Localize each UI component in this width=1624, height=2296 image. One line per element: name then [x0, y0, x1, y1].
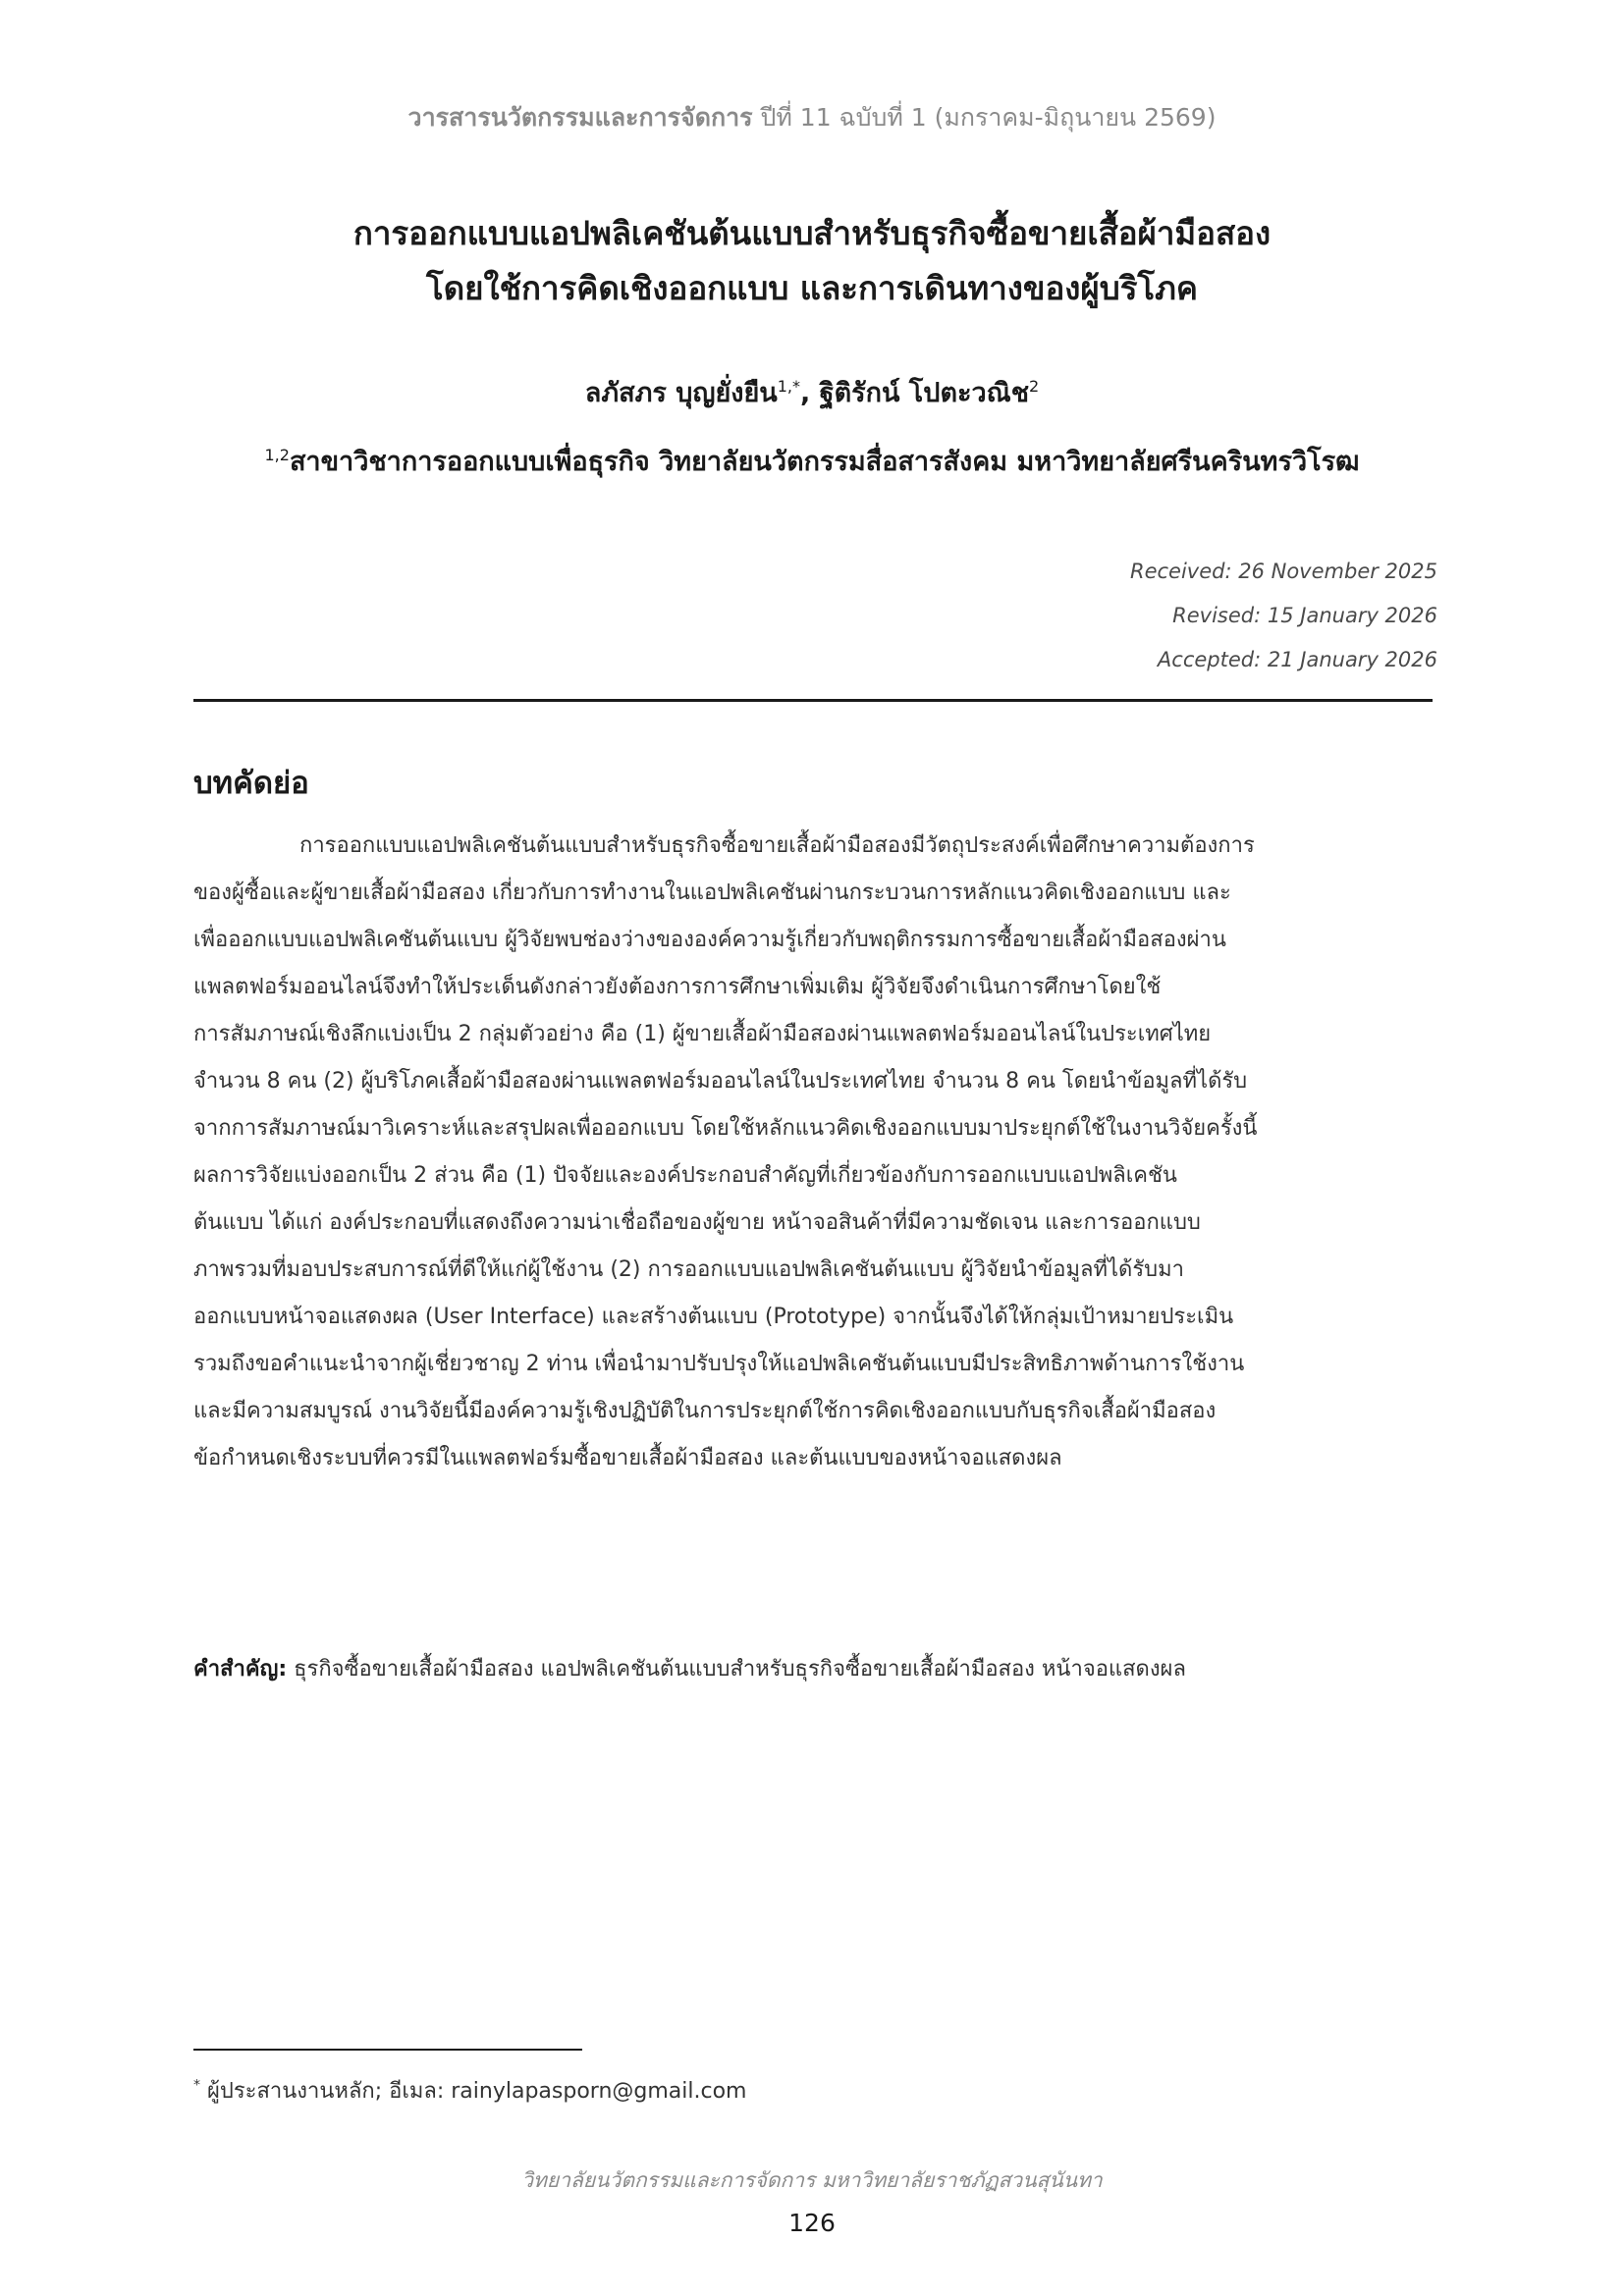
footnote-divider — [193, 2049, 582, 2051]
running-footer: วิทยาลัยนวัตกรรมและการจัดการ มหาวิทยาลัยราชภัฏสวนสุนันทา — [521, 2168, 1103, 2192]
abstract-line: และมีความสมบูรณ์ งานวิจัยนี้มีองค์ความรู้เชิงปฏิบัติในการประยุกต์ใช้การคิดเชิงออกแบบกับธุรกิจเสื้อผ้ามือสอง — [193, 1399, 1217, 1423]
abstract-line: เพื่อออกแบบแอปพลิเคชันต้นแบบ ผู้วิจัยพบช่องว่างขององค์ความรู้เกี่ยวกับพฤติกรรมการซื้อขายเสื้อผ้ามือสองผ่าน — [193, 928, 1226, 952]
abstract-line: การสัมภาษณ์เชิงลึกแบ่งเป็น 2 กลุ่มตัวอย่าง คือ (1) ผู้ขายเสื้อผ้ามือสองผ่านแพลตฟอร์มออนไลน์ในประเทศไทย — [193, 1022, 1212, 1046]
author-separator: , — [800, 378, 820, 408]
title-line-1: การออกแบบแอปพลิเคชันต้นแบบสำหรับธุรกิจซื้อขายเสื้อผ้ามือสอง — [352, 214, 1272, 252]
keywords-label: คำสำคัญ: — [193, 1657, 288, 1682]
abstract-line: ออกแบบหน้าจอแสดงผล (User Interface) และสร้างต้นแบบ (Prototype) จากนั้นจึงได้ให้กลุ่มเป้าหมายประเมิน — [193, 1305, 1234, 1329]
abstract-heading: บทคัดย่อ — [193, 766, 309, 801]
author-list — [0, 371, 1624, 413]
affiliation-mark: 1,2 — [264, 446, 290, 464]
received-date: Received: 26 November 2025 — [1129, 560, 1437, 583]
footnote-marker: * — [193, 2077, 200, 2094]
article-title — [147, 206, 1477, 316]
abstract-line: ต้นแบบ ได้แก่ องค์ประกอบที่แสดงถึงความน่าเชื่อถือของผู้ขาย หน้าจอสินค้าที่มีความชัดเจน และการออกแบบ — [193, 1210, 1201, 1235]
revised-date: Revised: 15 January 2026 — [1172, 604, 1437, 627]
author-2: ฐิติรักน์ โปตะวณิช — [819, 378, 1030, 408]
header-divider — [193, 699, 1433, 702]
abstract-line: จากการสัมภาษณ์มาวิเคราะห์และสรุปผลเพื่อออกแบบ โดยใช้หลักแนวคิดเชิงออกแบบมาประยุกต์ใช้ในงานวิจัยครั้งนี้ — [193, 1116, 1258, 1141]
page-number: 126 — [788, 2209, 836, 2237]
abstract-line: จำนวน 8 คน (2) ผู้บริโภคเสื้อผ้ามือสองผ่านแพลตฟอร์มออนไลน์ในประเทศไทย จำนวน 8 คน โดยนำข้อมูลที่ได้รับ — [193, 1069, 1248, 1094]
abstract-line: ข้อกำหนดเชิงระบบที่ควรมีในแพลตฟอร์มซื้อขายเสื้อผ้ามือสอง และต้นแบบของหน้าจอแสดงผล — [193, 1446, 1062, 1470]
abstract-body — [193, 823, 1433, 1482]
journal-name: วารสารนวัตกรรมและการจัดการ — [407, 103, 753, 132]
author-1-affiliation-mark: 1,* — [777, 377, 800, 396]
abstract-line: รวมถึงขอคำแนะนำจากผู้เชี่ยวชาญ 2 ท่าน เพื่อนำมาปรับปรุงให้แอปพลิเคชันต้นแบบมีประสิทธิภาพด้านการใช้งาน — [193, 1352, 1245, 1376]
accepted-date: Accepted: 21 January 2026 — [1157, 648, 1437, 671]
title-line-2: โดยใช้การคิดเชิงออกแบบ และการเดินทางของผู้บริโภค — [426, 269, 1198, 307]
abstract-line: การออกแบบแอปพลิเคชันต้นแบบสำหรับธุรกิจซื้อขายเสื้อผ้ามือสองมีวัตถุประสงค์เพื่อศึกษาความต้องการ — [299, 833, 1255, 858]
running-header — [0, 98, 1624, 137]
keywords-text: ธุรกิจซื้อขายเสื้อผ้ามือสอง แอปพลิเคชันต้นแบบสำหรับธุรกิจซื้อขายเสื้อผ้ามือสอง หน้าจอแสดงผล — [287, 1657, 1186, 1682]
footnote-text: ผู้ประสานงานหลัก; อีเมล: rainylapasporn@gmail.com — [200, 2079, 747, 2104]
abstract-line: แพลตฟอร์มออนไลน์จึงทำให้ประเด็นดังกล่าวยังต้องการการศึกษาเพิ่มเติม ผู้วิจัยจึงดำเนินการศึกษาโดยใช้ — [193, 975, 1162, 999]
author-1: ลภัสภร บุญยั่งยืน — [584, 378, 778, 408]
affiliation-text: สาขาวิชาการออกแบบเพื่อธุรกิจ วิทยาลัยนวัตกรรมสื่อสารสังคม มหาวิทยาลัยศรีนครินทรวิโรฒ — [289, 447, 1360, 477]
abstract-line: ผลการวิจัยแบ่งออกเป็น 2 ส่วน คือ (1) ปัจจัยและองค์ประกอบสำคัญที่เกี่ยวข้องกับการออกแบบแอปพลิเคชัน — [193, 1163, 1177, 1188]
submission-dates — [947, 550, 1437, 682]
author-2-affiliation-mark: 2 — [1029, 377, 1040, 396]
issue-info: ปีที่ 11 ฉบับที่ 1 (มกราคม-มิถุนายน 2569) — [760, 103, 1217, 132]
footnote — [193, 2073, 746, 2108]
affiliation — [0, 440, 1624, 482]
abstract-line: ภาพรวมที่มอบประสบการณ์ที่ดีให้แก่ผู้ใช้งาน (2) การออกแบบแอปพลิเคชันต้นแบบ ผู้วิจัยนำข้อมูลที่ได้รับมา — [193, 1257, 1184, 1282]
keywords — [193, 1651, 1433, 1685]
abstract-line: ของผู้ซื้อและผู้ขายเสื้อผ้ามือสอง เกี่ยวกับการทำงานในแอปพลิเคชันผ่านกระบวนการหลักแนวคิดเชิงออกแบบ และ — [193, 881, 1231, 905]
